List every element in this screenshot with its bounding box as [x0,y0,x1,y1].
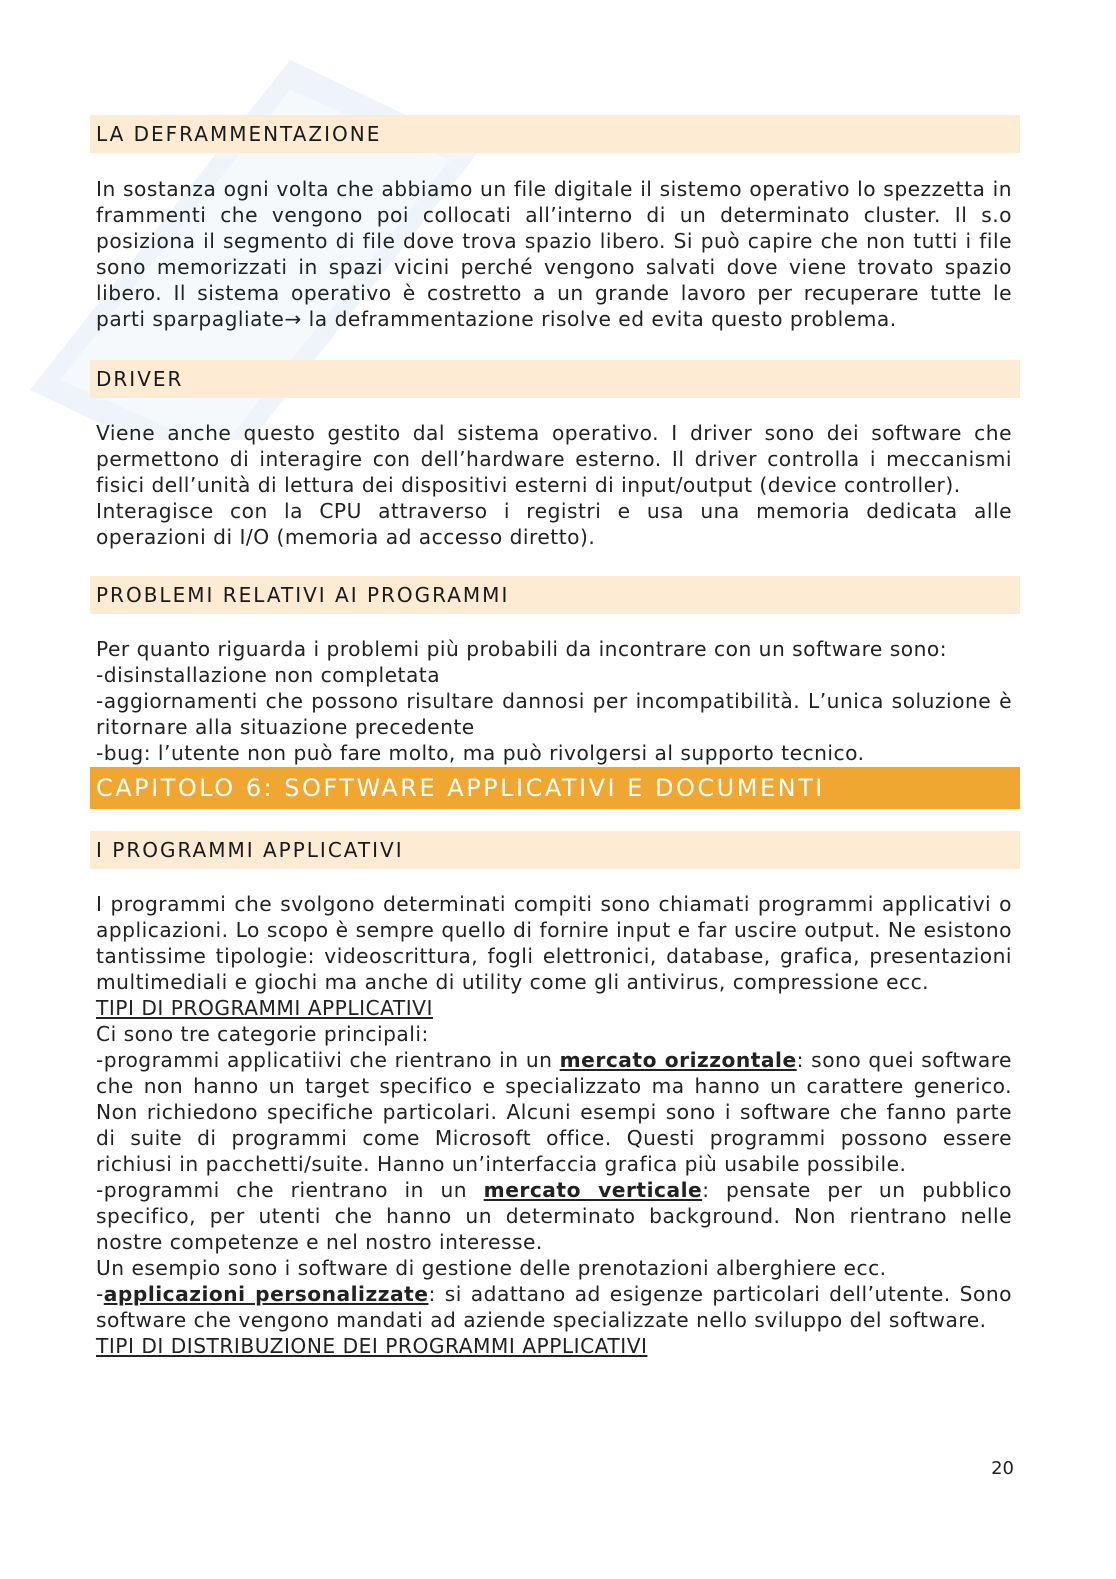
paragraph-deframmentazione [96,176,1012,332]
problemi-item-2: -aggiornamenti che possono risultare dannosi per incompatibilità. L’unica soluzione è ritornare alla situazione precedente [96,689,1012,739]
problemi-item-1: -disinstallazione non completata [96,663,441,687]
paragraph-applicativi [96,891,1012,1359]
category-personalizzate [96,1281,1012,1333]
section-heading-applicativi: I PROGRAMMI APPLICATIVI [90,831,1020,869]
category-orizzontale-prefix: -programmi applicatiivi che rientrano in un [96,1048,560,1072]
section-heading-driver: DRIVER [90,360,1020,398]
deframmentazione-text: In sostanza ogni volta che abbiamo un file digitale il sistemo operativo lo spezzetta in frammenti che vengono poi collocati all’interno di un determinato cluster. Il s.o posiziona il segmento di file dove trova spazio libero. Si può capire che non tutti i file sono memorizzati in spazi vicini perché vengono salvati dove viene trovato spazio libero. Il sistema operativo è costretto a un grande lavoro per recuperare tutte le parti sparpagliate→ la deframmentazione risolve ed evita questo problema. [96,177,1012,331]
category-personalizzate-prefix: - [96,1282,104,1306]
keyword-mercato-verticale: mercato verticale [483,1178,703,1202]
category-orizzontale-text: : sono quei software che non hanno un target specifico e specializzato ma hanno un carattere generico. Non richiedono specifiche particolari. Alcuni esempi sono i software che fanno parte di suite di programmi come Microsoft office. Questi programmi possono essere richiusi in pacchetti/suite. Hanno un’interfaccia grafica più usabile possibile. [96,1048,1012,1176]
section-heading-problemi: PROBLEMI RELATIVI AI PROGRAMMI [90,576,1020,614]
category-personalizzate-text: : si adattano ad esigenze particolari dell’utente. Sono software che vengono mandati ad aziende specializzate nello sviluppo del software. [96,1282,1012,1332]
category-verticale [96,1177,1012,1255]
section-heading-deframmentazione: LA DEFRAMMENTAZIONE [90,115,1020,153]
keyword-applicazioni-personalizzate: applicazioni personalizzate [103,1282,429,1306]
problemi-item-3: -bug: l’utente non può fare molto, ma può rivolgersi al supporto tecnico. [96,741,865,765]
category-verticale-text: : pensate per un pubblico specifico, per utenti che hanno un determinato background. Non rientrano nelle nostre competenze e nel nostro interesse. [96,1178,1012,1254]
driver-text-1: Viene anche questo gestito dal sistema operativo. I driver sono dei software che permettono di interagire con dell’hardware esterno. Il driver controlla i meccanismi fisici dell’unità di lettura dei dispositivi esterni di input/output (device controller). [96,421,1012,497]
categories-intro: Ci sono tre categorie principali: [96,1022,429,1046]
category-orizzontale [96,1047,1012,1177]
paragraph-problemi [96,636,1012,766]
chapter-heading: CAPITOLO 6: SOFTWARE APPLICATIVI E DOCUMENTI [90,767,1020,809]
subheading-tipi-programmi: TIPI DI PROGRAMMI APPLICATIVI [96,996,433,1020]
category-verticale-prefix: -programmi che rientrano in un [96,1178,484,1202]
page-number: 20 [991,1458,1014,1479]
applicativi-text: I programmi che svolgono determinati compiti sono chiamati programmi applicativi o applicazioni. Lo scopo è sempre quello di fornire input e far uscire output. Ne esistono tantissime tipologie: videoscrittura, fogli elettronici, database, grafica, presentazioni multimediali e giochi ma anche di utility come gli antivirus, compressione ecc. [96,892,1012,994]
paragraph-driver [96,420,1012,550]
driver-text-2: Interagisce con la CPU attraverso i registri e usa una memoria dedicata alle operazioni di I/O (memoria ad accesso diretto). [96,499,1012,549]
subheading-tipi-distribuzione: TIPI DI DISTRIBUZIONE DEI PROGRAMMI APPLICATIVI [96,1334,648,1358]
keyword-mercato-orizzontale: mercato orizzontale [559,1048,797,1072]
problemi-intro: Per quanto riguarda i problemi più probabili da incontrare con un software sono: [96,637,948,661]
category-verticale-example: Un esempio sono i software di gestione delle prenotazioni alberghiere ecc. [96,1256,887,1280]
